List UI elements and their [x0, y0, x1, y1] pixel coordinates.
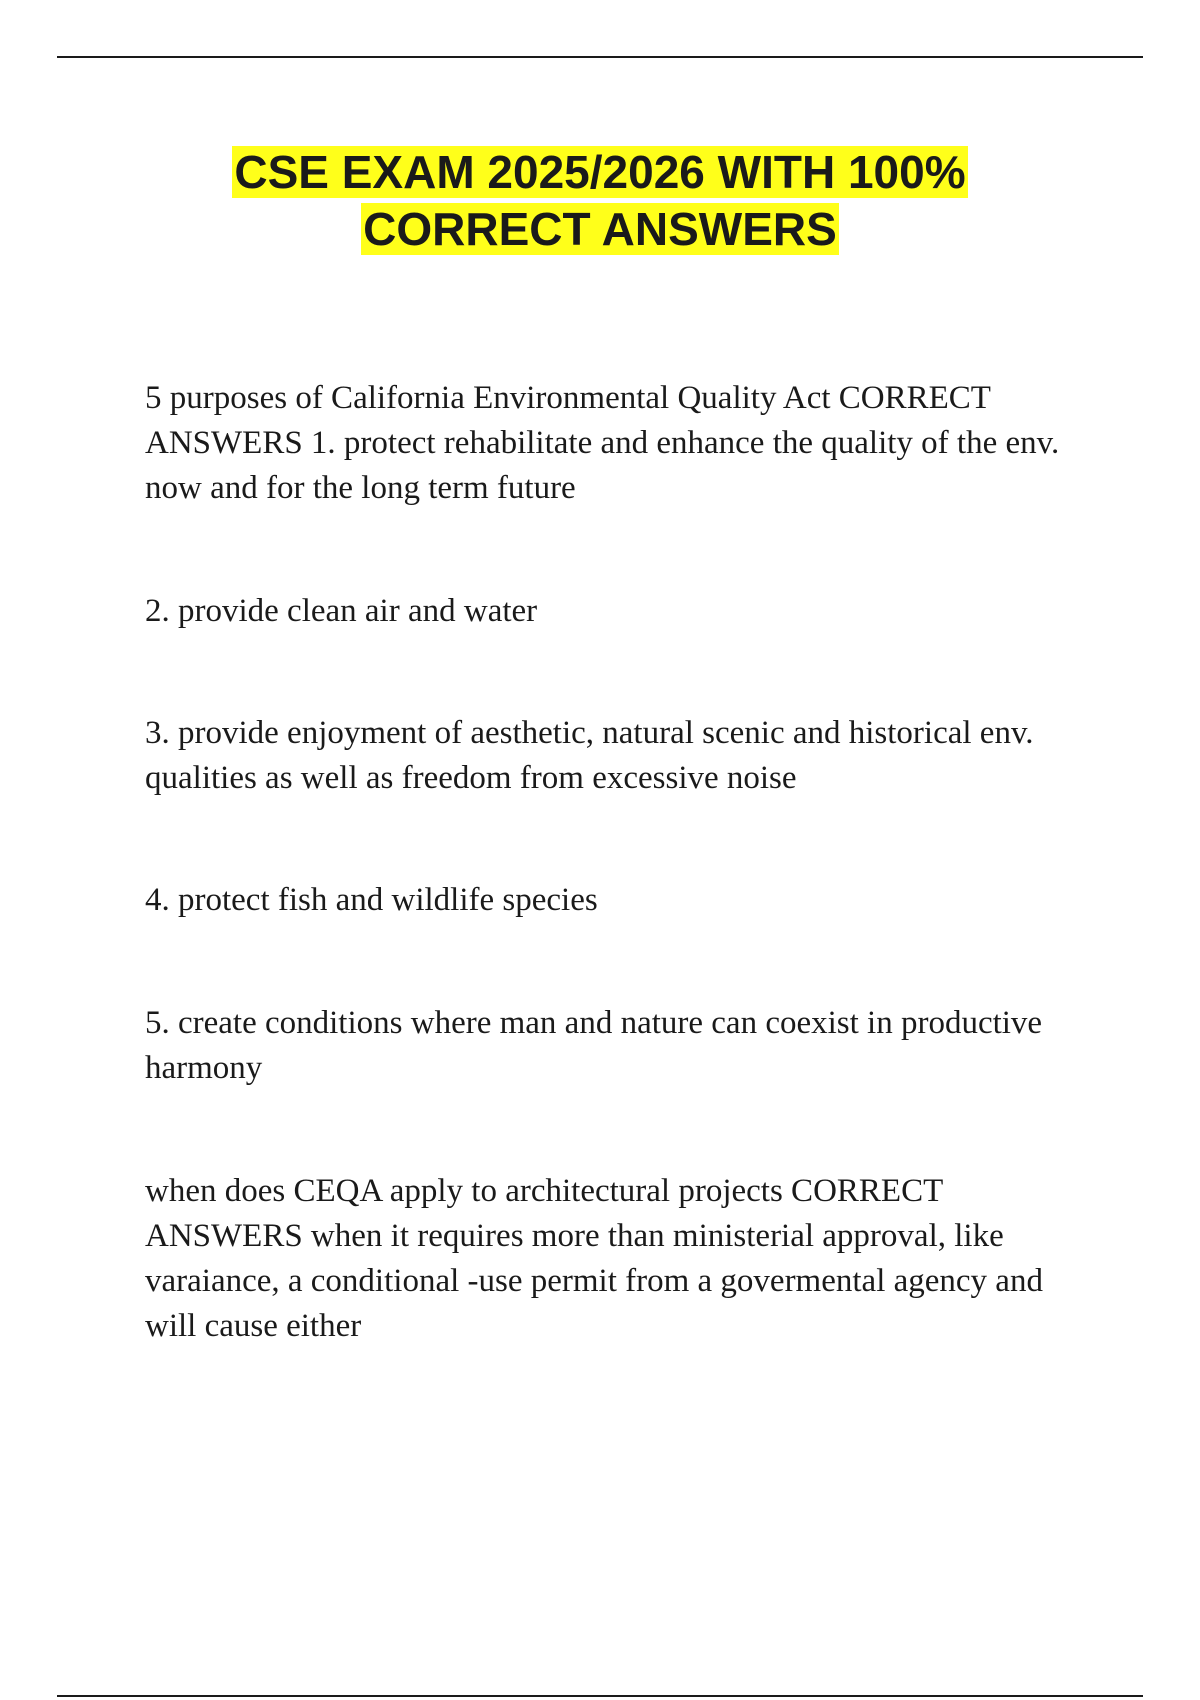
document-body [145, 376, 1095, 1349]
answer-item-4: 4. protect fish and wildlife species [145, 882, 598, 918]
bottom-divider [57, 1695, 1143, 1697]
top-divider [57, 56, 1143, 58]
answer-item-2: 2. provide clean air and water [145, 593, 538, 629]
answer-item-3: 3. provide enjoyment of aesthetic, natural scenic and historical env. qualities as well as freedom from excessive noise [145, 715, 1034, 796]
question-ceqa-application: when does CEQA apply to architectural projects CORRECT ANSWERS when it requires more than ministerial approval, like varaiance, a conditional -use permit from a govermental agency and will cause either [145, 1173, 1043, 1344]
answer-item-5: 5. create conditions where man and nature can coexist in productive harmony [145, 1005, 1043, 1086]
question-ceqa-purposes: 5 purposes of California Environmental Quality Act CORRECT ANSWERS 1. protect rehabilitate and enhance the quality of the env. now and for the long term future [145, 380, 1060, 506]
title-highlight: CSE EXAM 2025/2026 WITH 100% CORRECT ANSWERS [234, 146, 966, 255]
document-title [150, 144, 1050, 258]
